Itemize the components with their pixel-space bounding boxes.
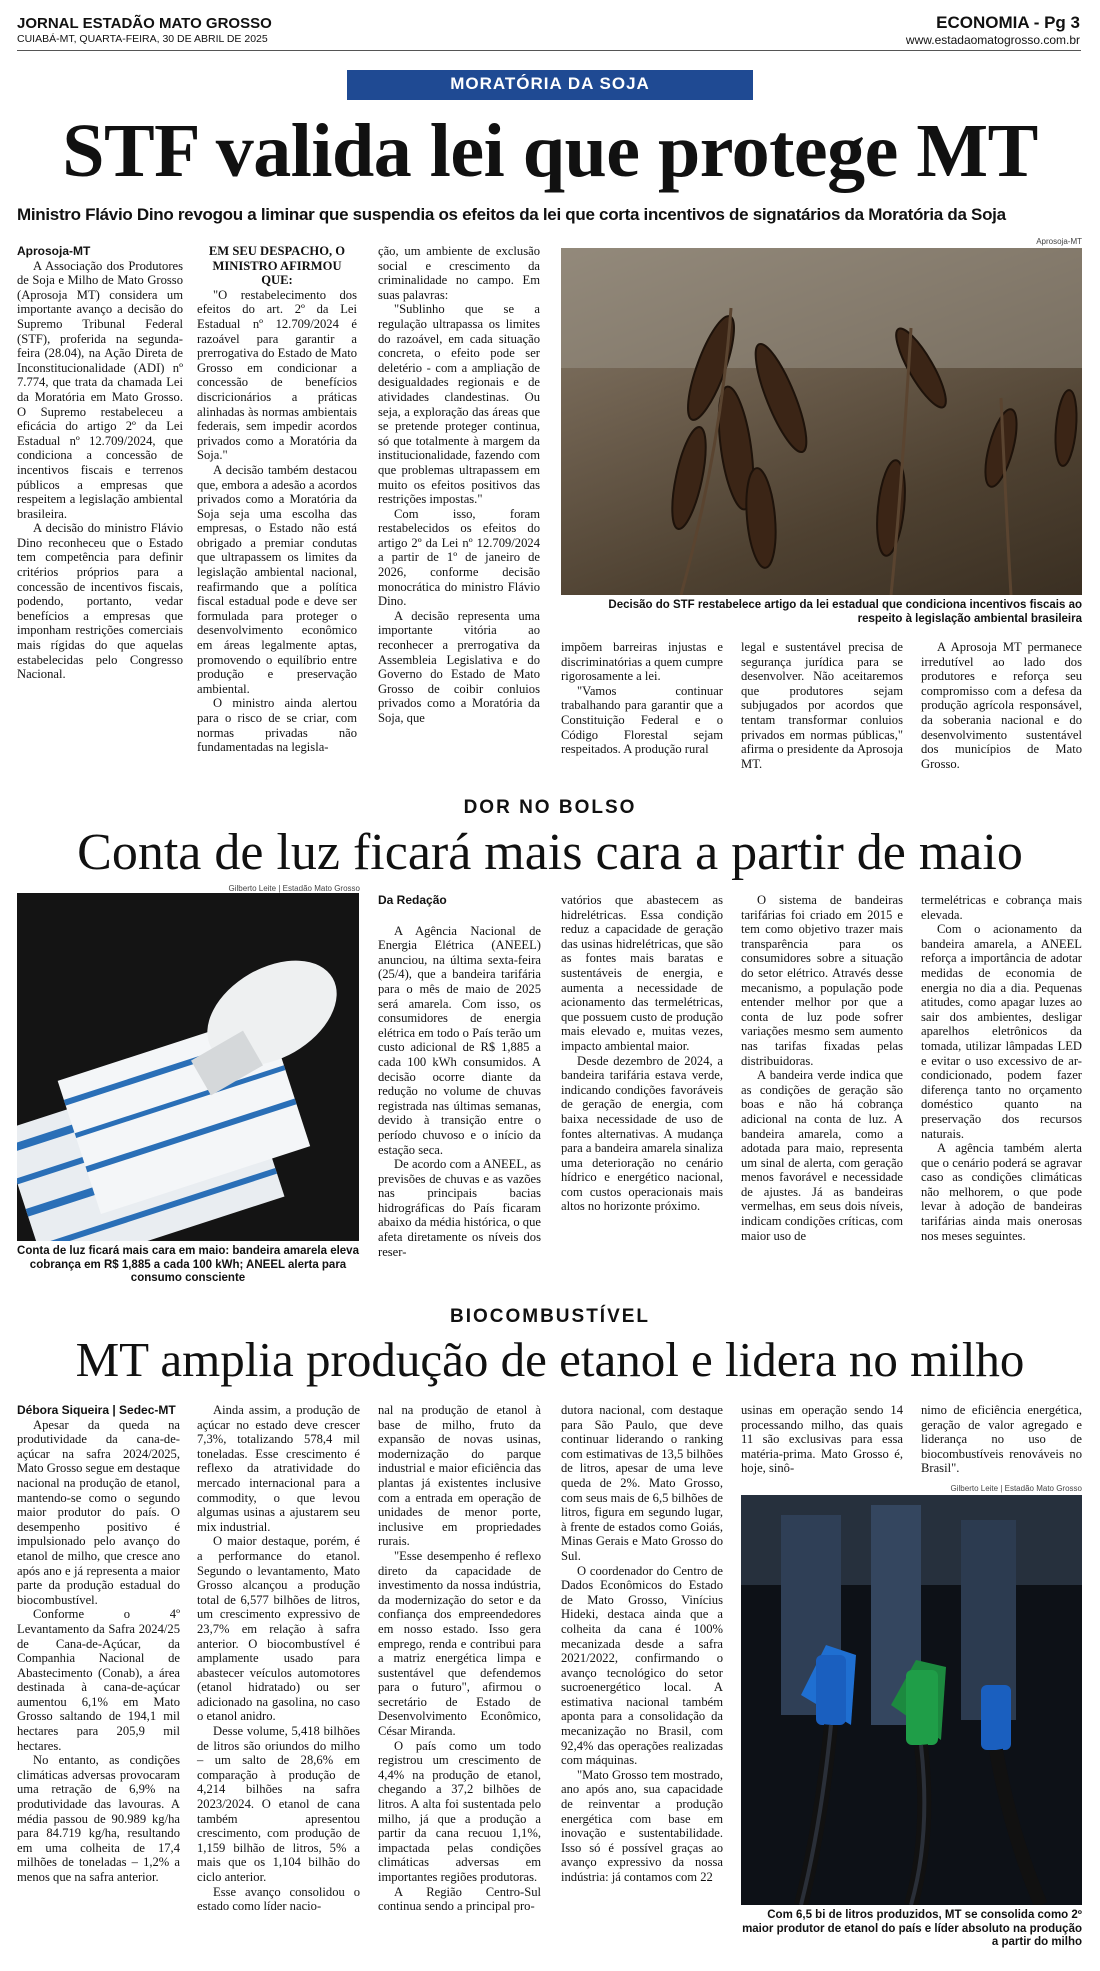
paper-name: JORNAL ESTADÃO MATO GROSSO [17, 15, 272, 32]
story3-headline: MT amplia produção de etanol e lidera no milho [75, 1332, 1025, 1387]
story3-col4-p2: O coordenador do Centro de Dados Econômicos do Estado de Mato Grosso, Vinícius Hideki, destaca ainda que a colheita da cana é 100% mecanizada desde a safra 2021/2022, confirmando o avanço tecnológico do setor sucroenergético local. A estimativa nacional também aponta para a consolidação da mecanização no Brasil, com 92,4% das operações realizadas com máquinas. [561, 1563, 723, 1768]
story3-column-6 [921, 1403, 1082, 1476]
story3-col2-p1: Ainda assim, a produção de açúcar no estado deve crescer 7,3%, totalizando 578,4 mil toneladas. Esse crescimento é reflexo da atratividade do mercado internacional para a commodity, o que levou algumas usinas a ajustarem seu mix industrial. [197, 1403, 360, 1534]
story2-col3-p1: O sistema de bandeiras tarifárias foi criado em 2015 e tem como objetivo trazer mais transparência para os consumidores sobre a situação do setor elétrico. Através desse mecanismo, a população pode entender melhor por que a conta de luz pode sofrer variações mesmo sem aumento nas tarifas fixadas pelas distribuidoras. [741, 893, 903, 1068]
story1-caption: Decisão do STF restabelece artigo da lei estadual que condiciona incentivos fiscais ao respeito à legislação ambiental brasileira [608, 599, 1082, 625]
story1-col3-p3: Com isso, foram restabelecidos os efeitos do artigo 2º da Lei nº 12.709/2024 a partir de 1º de janeiro de 2026, conforme decisão monocrática do ministro Flávio Dino. [378, 506, 540, 609]
story2-col1-p1: A Agência Nacional de Energia Elétrica (ANEEL) anunciou, na última sexta-feira (25/4), que a bandeira tarifária para o mês de maio de 2025 será amarela. Com isso, os consumidores de energia elétrica em todo o País terão um custo adicional de R$ 1,885 a cada 100 kWh consumidos. A decisão ocorre diante da redução no volume de chuvas registrada nas últimas semanas, devido à transição entre o período chuvoso e o início da estação seca. [378, 923, 541, 1157]
story1-col2-p1: "O restabelecimento dos efeitos do art. 2º da Lei Estadual nº 12.709/2024 é razoável para garantir a prerrogativa do Estado de Mato Grosso em condicionar a concessão de benefícios discricionários a práticas alinhadas às normas ambientais federais, sem impedir acordos privados como a Moratória da Soja." [197, 287, 357, 463]
story1-col1-p1: A Associação dos Produtores de Soja e Milho de Mato Grosso (Aprosoja MT) considera um importante avanço a decisão do Supremo Tribunal Federal (STF), proferida na segunda-feira (28.04), na Ação Direta de Inconstitucionalidade (ADI) nº 7.774, que trata da chamada Lei da Moratória em Mato Grosso. O Supremo restabeleceu a eficácia do artigo 2º da Lei Estadual nº 12.709/2024, que condiciona a concessão de incentivos fiscais e terrenos públicos a empresas que respeitem a legislação ambiental brasileira. [17, 258, 183, 521]
story3-col4-p1: dutora nacional, com destaque para São Paulo, que deve continuar liderando o ranking com estimativas de 13,5 bilhões de litros, apesar de uma leve queda de 2%. Mato Grosso, com seus mais de 6,5 bilhões de litros, figura em segundo lugar, à frente de estados como Goiás, Minas Gerais e Mato Grosso do Sul. [561, 1403, 723, 1563]
story3-col1-p3: No entanto, as condições climáticas adversas provocaram uma retração de 6,9% na produtividade das lavouras. A média passou de 90.989 kg/ha para 84.719 kg/ha, resultando em uma colheita de 17,4 milhões de toneladas – 1,2% a menos que na safra anterior. [17, 1753, 180, 1884]
story3-col3-p4: A Região Centro-Sul continua sendo a principal pro- [378, 1884, 541, 1914]
fuel-pump-photo [741, 1495, 1082, 1905]
story2-column-3 [741, 893, 903, 1243]
story1-col3-p2: "Sublinho que se a regulação ultrapassa os limites do razoável, em cada situação concreta, o efeito pode ser deletério - com a ampliação de desigualdades regionais e de atividades clandestinas. Ou seja, a exploração das áreas que se pretende proteger continua, só que totalmente à margem da institucionalidade, fazendo com que problemas ultrapassem em muito os efeitos positivos das restrições impostas." [378, 302, 540, 507]
story2-col3-p2: A bandeira verde indica que as condições de geração são boas e não há cobrança adicional na conta de luz. A bandeira amarela, como a adotada para maio, representa um sinal de alerta, com geração menos favorável e necessidade de ajustes. Já as bandeiras vermelhas, em seus dois níveis, indicam condições críticas, com maior uso de [741, 1068, 903, 1243]
pump-illustration [741, 1495, 1082, 1905]
story3-column-2 [197, 1403, 360, 1914]
story1-column-4 [561, 640, 723, 757]
story2-col4-p2: Com o acionamento da bandeira amarela, a ANEEL reforça a importância de adotar medidas de economia de energia no dia a dia. Pequenas atitudes, como apagar luzes ao sair dos ambientes, desligar aparelhos eletrônicos da tomada, utilizar lâmpadas LED e evitar o uso excessivo de ar-condicionado, podem fazer diferença tanto no orçamento doméstico quanto na preservação dos recursos naturais. [921, 922, 1082, 1141]
story1-byline: Aprosoja-MT [17, 244, 91, 258]
story1-deck: Ministro Flávio Dino revogou a liminar que suspendia os efeitos da lei que corta incentivos de signatários da Moratória da Soja [17, 205, 1006, 224]
soybean-illustration [561, 248, 1082, 595]
story1-column-2 [197, 244, 357, 755]
section-page: ECONOMIA - Pg 3 [936, 13, 1080, 32]
story1-col3-p4: A decisão representa uma importante vitória ao reconhecer a prerrogativa da Assembleia Legislativa e do Governo do Estado de Mato Grosso de coibir conluios privados como a Moratória da Soja, que [378, 608, 540, 725]
story3-col2-p3: Desse volume, 5,418 bilhões de litros são oriundos do milho – um salto de 28,6% em comparação à produção de 4,214 bilhões na safra 2023/2024. O etanol de cana também apresentou crescimento, com produção de 1,159 bilhão de litros, 5% a mais que os 1,104 bilhão do ciclo anterior. [197, 1724, 360, 1884]
story1-col1-p2: A decisão do ministro Flávio Dino reconheceu que o Estado tem competência para definir critérios próprios para a concessão de incentivos fiscais, podendo, portanto, vedar benefícios a empresas que imponham restrições comerciais mais rígidas do que aquelas estabelecidas pelo Congresso Nacional. [17, 521, 183, 682]
story2-col2-p2: Desde dezembro de 2024, a bandeira tarifária estava verde, indicando condições favoráveis de geração de energia, com baixa necessidade de uso de fontes alternativas. A mudança para a bandeira amarela sinaliza uma deterioração no cenário hídrico e energético nacional, com custos operacionais mais altos no horizonte próximo. [561, 1053, 723, 1214]
story2-col4-p1: termelétricas e cobrança mais elevada. [921, 893, 1082, 922]
electricity-bill-photo [17, 893, 359, 1241]
story1-column-6 [921, 640, 1082, 771]
story3-column-4 [561, 1403, 723, 1885]
story1-col2-p3: O ministro ainda alertou para o risco de se criar, com normas privadas não fundamentadas na legisla- [197, 696, 357, 755]
dateline: CUIABÁ-MT, QUARTA-FEIRA, 30 DE ABRIL DE 2025 [17, 33, 268, 45]
story3-col1-p1: Apesar da queda na produtividade da cana-de-açúcar na safra 2024/2025, Mato Grosso segue em destaque nacional na produção de etanol, mantendo-se como o segundo maior produtor do país. O desempenho positivo é impulsionado pelo avanço do etanol de milho, que cresce ano após ano e já representa a maior parte da produção estadual do biocombustível. [17, 1417, 180, 1607]
story3-col1-p2: Conforme o 4º Levantamento da Safra 2024/25 de Cana-de-Açúcar, da Companhia Nacional de Abastecimento (Conab), a área destinada à cana-de-açúcar aumentou 6,1% em Mato Grosso saltando de 194,1 mil hectares para 205,9 mil hectares. [17, 1607, 180, 1753]
story3-col4-p3: "Mato Grosso tem mostrado, ano após ano, sua capacidade de reinventar a produção energética com base em inovação e sustentabilidade. Isso só é possível graças ao avanço expressivo da nossa indústria: já contamos com 22 [561, 1767, 723, 1884]
story1-photo-credit: Aprosoja-MT [1036, 237, 1082, 246]
bill-illustration [17, 893, 359, 1241]
story3-column-5 [741, 1403, 903, 1476]
story1-col6-p1: A Aprosoja MT permanece irredutível ao lado dos produtores e reforça seu compromisso com a defesa da produção agrícola responsável, da soberania nacional e do desenvolvimento sustentável dos municípios de Mato Grosso. [921, 640, 1082, 771]
story2-column-2 [561, 893, 723, 1214]
story3-column-3 [378, 1403, 541, 1914]
story1-col2-p2: A decisão também destacou que, embora a adesão a acordos privados como a Moratória da Soja seja uma escolha das empresas, o Estado não está obrigado a premiar condutas que ultrapassem os limites da legislação ambiental nacional, reafirmando que a política fiscal estadual pode e deve ser formulada para proteger o desenvolvimento econômico em áreas legalmente aptas, promovendo o equilíbrio entre produção e preservação ambiental. [197, 462, 357, 696]
story3-caption: Com 6,5 bi de litros produzidos, MT se consolida como 2º maior produtor de etanol do país e líder absoluto na produção a partir do milho [742, 1909, 1082, 1948]
story1-column-5 [741, 640, 903, 771]
story3-col3-p1: nal na produção de etanol à base de milho, fruto da expansão de novas usinas, modernização do parque industrial e maior eficiência das plantas já existentes inclusive com a entrada em operação de unidades de menor porte, inclusive em propriedades rurais. [378, 1403, 541, 1549]
story3-byline: Débora Siqueira | Sedec-MT [17, 1403, 176, 1417]
story1-col4-p1: impõem barreiras injustas e discriminatórias a quem cumpre rigorosamente a lei. [561, 640, 723, 684]
story3-kicker: BIOCOMBUSTÍVEL [449, 1306, 651, 1327]
story1-col2-subhead: EM SEU DESPACHO, O MINISTRO AFIRMOU QUE: [208, 244, 346, 288]
story3-col3-p2: "Esse desempenho é reflexo direto da capacidade de investimento da nossa indústria, da modernização do setor e da confiança dos empreendedores em nosso estado. Isso gera emprego, renda e contribui para a matriz energética limpa e sustentável que defendemos para o futuro", afirmou o secretário de Estado de Desenvolvimento Econômico, César Miranda. [378, 1548, 541, 1739]
story3-col2-p2: O maior destaque, porém, é a performance do etanol. Segundo o levantamento, Mato Grosso alcançou a produção total de 6,577 bilhões de litros, um crescimento expressivo de 23,7% em relação à safra anterior. O biocombustível é amplamente usado para abastecer veículos automotores (etanol hidratado) ou ser adicionado na gasolina, no caso o etanol anidro. [197, 1534, 360, 1724]
story1-col4-p2: "Vamos continuar trabalhando para garantir que a Constituição Federal e o Código Florestal sejam respeitados. A produção rural [561, 683, 723, 757]
story2-caption: Conta de luz ficará mais cara em maio: bandeira amarela eleva cobrança em R$ 1,885 a cada 100 kWh; ANEEL alerta para consumo consciente [17, 1245, 359, 1284]
story3-photo-credit: Gilberto Leite | Estadão Mato Grosso [950, 1484, 1082, 1493]
story1-col3-p1: ção, um ambiente de exclusão social e crescimento da criminalidade no campo. Em suas palavras: [378, 244, 540, 302]
story3-col5-p1: usinas em operação sendo 14 processando milho, das quais 11 são exclusivas para essa matéria-prima. Mato Grosso é, hoje, sinô- [741, 1403, 903, 1476]
story2-col1-p2: De acordo com a ANEEL, as previsões de chuvas e as vazões nas principais bacias hidrográficas do País ficaram abaixo da média histórica, o que afeta diretamente os níveis dos reser- [378, 1157, 541, 1259]
story2-byline: Da Redação [378, 893, 447, 907]
story1-column-3 [378, 244, 540, 726]
story2-kicker: DOR NO BOLSO [463, 797, 637, 818]
story2-column-1 [378, 893, 541, 1259]
story1-kicker: MORATÓRIA DA SOJA [450, 74, 650, 93]
story3-col6-p1: nimo de eficiência energética, geração de valor agregado e liderança no uso de biocombustíveis renováveis no Brasil". [921, 1403, 1082, 1476]
story1-col5-p1: legal e sustentável precisa de segurança jurídica para se desenvolver. Não aceitaremos que produtores sejam subjugados por acordos que tentam transformar conluios privados em normas públicas," afirma o presidente da Aprosoja MT. [741, 640, 903, 771]
story3-col2-p4: Esse avanço consolidou o estado como líder nacio- [197, 1884, 360, 1914]
story2-col4-p3: A agência também alerta que o cenário poderá se agravar caso as condições climáticas não melhorem, o que pode levar à adoção de bandeiras tarifárias ainda mais onerosas nos meses seguintes. [921, 1141, 1082, 1243]
story3-column-1 [17, 1403, 180, 1885]
story2-photo-credit: Gilberto Leite | Estadão Mato Grosso [228, 884, 360, 893]
masthead-rule [17, 50, 1081, 51]
story1-headline: STF valida lei que protege MT [62, 109, 1038, 193]
story3-col3-p3: O país como um todo registrou um crescimento de 4,4% na produção de etanol, chegando a 37,2 bilhões de litros. A alta foi sustentada pelo milho, já que a produção a partir da cana recuou 1,1%, impactada pelas condições climáticas adversas em importantes regiões produtoras. [378, 1738, 541, 1884]
story2-headline: Conta de luz ficará mais cara a partir de maio [77, 824, 1023, 881]
story1-column-1 [17, 244, 183, 682]
soybean-photo [561, 248, 1082, 595]
story2-col2-p1: vatórios que abastecem as hidrelétricas. Essa condição reduz a capacidade de geração das usinas hidrelétricas, que são as fontes mais baratas e sustentáveis de energia, e aumenta a necessidade de acionamento das termelétricas, que possuem custo de produção mais elevado e, muitas vezes, impacto ambiental maior. [561, 893, 723, 1053]
story2-column-4 [921, 893, 1082, 1243]
site-url[interactable]: www.estadaomatogrosso.com.br [905, 33, 1080, 47]
